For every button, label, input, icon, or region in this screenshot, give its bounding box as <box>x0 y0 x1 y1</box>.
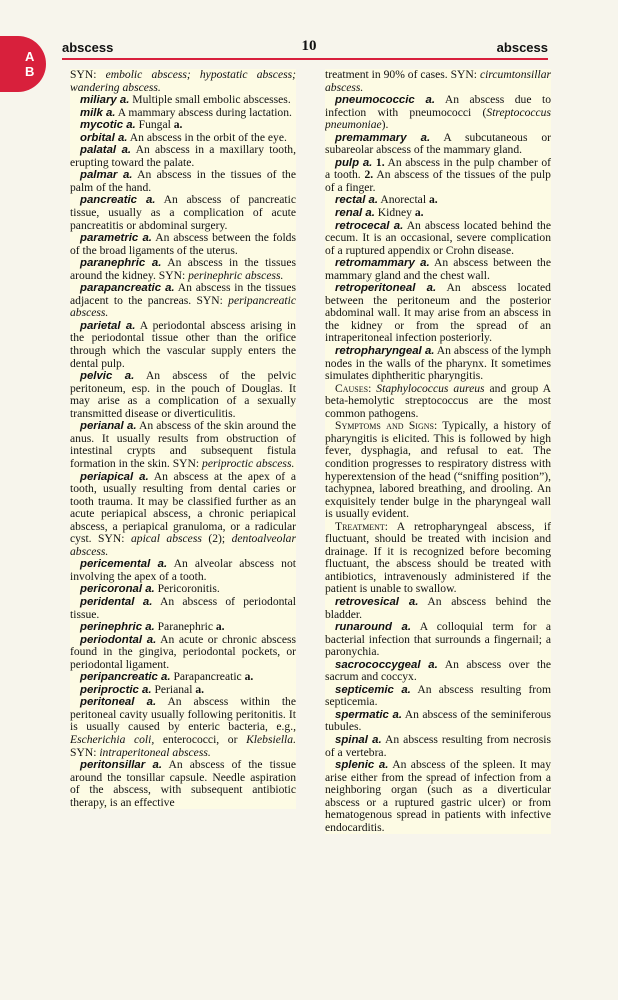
entry-term: parietal a. <box>80 319 136 332</box>
dictionary-entry <box>325 257 551 282</box>
entry-definition: An abscess over the sacrum and coccyx. <box>325 657 551 684</box>
entry-definition: An abscess in the tissues of the palm of the hand. <box>70 168 296 194</box>
entry-term: mycotic a. <box>80 119 136 132</box>
entry-definition: An abscess between the mammary gland and the chest wall. <box>325 256 551 282</box>
entry-term: parapancreatic a. <box>80 282 175 295</box>
dictionary-entry <box>325 684 551 709</box>
dictionary-entry <box>70 558 296 583</box>
entry-definition: Anorectal a. <box>380 193 438 207</box>
dictionary-entry <box>325 132 551 157</box>
entry-term: periapical a. <box>80 470 149 483</box>
entry-term: milk a. <box>80 106 116 119</box>
entry-term: orbital a. <box>80 131 128 144</box>
entry-definition: An abscess between the folds of the broad ligaments of the uterus. <box>70 231 296 257</box>
entry-term: peripancreatic a. <box>80 671 171 684</box>
entry-definition: An abscess due to infection with pneumococci (Streptococcus pneumoniae). <box>325 93 551 132</box>
entry-definition: An abscess of the seminiferous tubules. <box>325 707 551 734</box>
entry-definition: Pericoronitis. <box>157 582 220 596</box>
dictionary-entry <box>70 194 296 232</box>
entry-definition: A periodontal abscess arising in the periodontal tissue other than the orifice through which the vascular supply enters the dental pulp. <box>70 318 296 370</box>
entry-term: renal a. <box>335 207 375 220</box>
page-number: 10 <box>301 38 317 54</box>
entry-definition: An abscess within the peritoneal cavity usually following peritonitis. It is usually caused by enteric bacteria, e.g., Escherichia coli, enterococci, or Klebsiella. SYN: intraperitoneal abscess. <box>70 695 296 759</box>
entry-term: peritonsillar a. <box>80 759 163 772</box>
entry-term: periproctic a. <box>80 683 152 696</box>
entry-term: perinephric a. <box>80 621 155 634</box>
entry-definition: An abscess of pancreatic tissue, usually as a complication of acute pancreatitis or abdominal surgery. <box>70 193 296 232</box>
entry-term: spinal a. <box>335 733 382 746</box>
entry-definition: 1. An abscess in the pulp chamber of a tooth. 2. An abscess of the tissues of the pulp of a finger. <box>325 155 551 194</box>
entry-definition: An abscess of the spleen. It may arise either from the spread of infection from a neighboring organ (such as a diverticular abscess or a ruptured gastric ulcer) or from hematogenous spread in patients with infective endocarditis. <box>325 758 551 834</box>
dictionary-entry <box>325 94 551 132</box>
right-column <box>325 69 551 980</box>
entry-definition: A subcutaneous or subareolar abscess of the mammary gland. <box>325 130 551 157</box>
entry-paragraph <box>325 69 551 94</box>
entry-term: peridental a. <box>80 595 153 608</box>
entry-term: splenic a. <box>335 759 389 772</box>
entry-term: premammary a. <box>335 131 431 144</box>
entry-definition: An abscess of periodontal tissue. <box>70 594 296 621</box>
dictionary-entry <box>325 345 551 383</box>
entry-definition: Fungal a. <box>138 118 183 132</box>
entry-definition: SYN: embolic abscess; hypostatic abscess; wandering abscess. <box>70 69 296 94</box>
entry-definition: An abscess of the lymph nodes in the walls of the pharynx. It sometimes simulates diphtheritic pharyngitis. <box>325 344 551 383</box>
entry-paragraph <box>325 420 551 520</box>
dictionary-entry <box>325 734 551 759</box>
entry-term: retroperitoneal a. <box>335 282 437 295</box>
thumb-index-letter-a: A <box>25 49 35 64</box>
thumb-index-letter-b: B <box>25 64 35 79</box>
entry-definition: Kidney a. <box>377 206 424 220</box>
dictionary-entry <box>325 621 551 659</box>
entry-definition: Treatment: A retropharyngeal abscess, if fluctuant, should be treated with incision and drainage. If it is recognized before becoming fluctuant, the abscess should be treated with antibiotics, intravenously administered if the patient is unable to swallow. <box>325 519 551 596</box>
entry-term: miliary a. <box>80 94 130 107</box>
entry-term: peritoneal a. <box>80 696 157 709</box>
entry-term: palmar a. <box>80 169 133 182</box>
entry-definition: An abscess in the tissues adjacent to the pancreas. SYN: peripancreatic abscess. <box>70 281 296 320</box>
entry-definition: An abscess located between the peritoneum and the posterior abdominal wall. It may arise from an abscess in the kidney or from the spread of an intraperitoneal infection posteriorly. <box>325 281 551 345</box>
entry-definition: Paranephric a. <box>157 620 225 634</box>
entry-term: palatal a. <box>80 144 132 157</box>
entry-term: spermatic a. <box>335 708 402 721</box>
entry-term: pericoronal a. <box>80 583 155 596</box>
dictionary-entry <box>325 659 551 684</box>
dictionary-entry <box>70 696 296 759</box>
dictionary-entry <box>70 107 296 120</box>
dictionary-entry <box>70 169 296 194</box>
dictionary-entry <box>70 596 296 621</box>
guide-word-left: abscess <box>62 40 114 55</box>
entry-definition: Perianal a. <box>154 682 205 696</box>
entry-definition: An abscess resulting from septicemia. <box>325 682 551 709</box>
entry-definition: Parapancreatic a. <box>173 670 254 684</box>
dictionary-entry <box>325 282 551 345</box>
header-rule <box>62 58 548 60</box>
dictionary-entry <box>70 144 296 169</box>
entry-term: retrocecal a. <box>335 219 404 232</box>
entry-definition: An abscess in a maxillary tooth, erupting toward the palate. <box>70 143 296 169</box>
dictionary-entry <box>70 257 296 282</box>
left-column <box>70 69 296 980</box>
entry-term: pulp a. <box>335 156 373 169</box>
dictionary-entry <box>70 471 296 559</box>
entry-definition: An abscess at the apex of a tooth, usually resulting from dental caries or tooth trauma. It may be classified further as an acute periapical abscess, a chronic periapical abscess, a periapical granuloma, or a radicular cyst. SYN: apical abscess (2); dentoalveolar abscess. <box>70 469 296 558</box>
entry-term: pancreatic a. <box>80 194 156 207</box>
entry-term: septicemic a. <box>335 683 411 696</box>
entry-definition: An abscess in the tissues around the kidney. SYN: perinephric abscess. <box>70 256 296 282</box>
entry-term: periodontal a. <box>80 633 157 646</box>
entry-paragraph <box>325 521 551 596</box>
dictionary-entry <box>70 420 296 470</box>
entry-term: pericemental a. <box>80 558 168 571</box>
entry-definition: An abscess resulting from necrosis of a vertebra. <box>325 732 551 759</box>
dictionary-entry <box>70 282 296 320</box>
entry-definition: An abscess located behind the cecum. It is an occasional, severe complication of a ruptured appendix or Crohn disease. <box>325 218 551 257</box>
entry-term: pneumococcic a. <box>335 94 436 107</box>
dictionary-entry <box>70 370 296 420</box>
dictionary-entry <box>70 320 296 370</box>
entry-definition: A mammary abscess during lactation. <box>117 105 292 119</box>
entry-term: retromammary a. <box>335 257 430 270</box>
entry-definition: Causes: Staphylococcus aureus and group A beta-hemolytic streptococcus are the most common pathogens. <box>325 381 551 420</box>
entry-definition: An abscess of the tissue around the tonsillar capsule. Needle aspiration of the abscess, with subsequent antibiotic therapy, is an effective <box>70 758 296 809</box>
entry-definition: Symptoms and Signs: Typically, a history of pharyngitis is elicited. This is followed by high fever, dysphagia, and refusal to eat. The condition progresses to respiratory distress with hyperextension of the head (“sniffing position”), tachypnea, labored breathing, and drooling. An exquisitely tender bulge in the pharyngeal wall is usually evident. <box>325 419 551 521</box>
entry-term: retrovesical a. <box>335 595 419 608</box>
entry-definition: An abscess in the orbit of the eye. <box>129 130 287 144</box>
dictionary-entry <box>325 220 551 258</box>
guide-word-right: abscess <box>496 40 548 55</box>
entry-term: parametric a. <box>80 232 152 245</box>
entry-definition: Multiple small embolic abscesses. <box>132 93 291 107</box>
dictionary-entry <box>325 596 551 621</box>
entry-definition: A colloquial term for a bacterial infection that surrounds a fingernail; a paronychia. <box>325 620 551 659</box>
entry-term: perianal a. <box>80 420 137 433</box>
entry-definition: An alveolar abscess not involving the apex of a tooth. <box>70 557 296 583</box>
entry-definition: An abscess of the pelvic peritoneum, esp. in the pouch of Douglas. It may arise as a complication of a sexually transmitted disease or diverticulitis. <box>70 369 296 420</box>
entry-definition: An abscess behind the bladder. <box>325 594 551 621</box>
dictionary-entry <box>325 759 551 834</box>
dictionary-entry <box>325 157 551 195</box>
dictionary-entry <box>325 194 551 207</box>
entry-term: rectal a. <box>335 194 379 207</box>
dictionary-entry <box>70 634 296 672</box>
entry-definition: An abscess of the skin around the anus. It usually results from obstruction of intestinal crypts and subsequent fistula formation in the skin. SYN: periproctic abscess. <box>70 419 296 470</box>
entry-term: paranephric a. <box>80 257 162 270</box>
entry-term: runaround a. <box>335 621 412 634</box>
entry-term: pelvic a. <box>80 370 135 383</box>
entry-paragraph <box>70 69 296 94</box>
entry-definition: treatment in 90% of cases. SYN: circumtonsillar abscess. <box>325 69 551 94</box>
entry-term: retropharyngeal a. <box>335 345 435 358</box>
dictionary-entry <box>70 232 296 257</box>
dictionary-entry <box>70 759 296 809</box>
dictionary-entry <box>325 709 551 734</box>
entry-paragraph <box>325 383 551 421</box>
entry-definition: An acute or chronic abscess found in the gingiva, periodontal pockets, or periodontal ligament. <box>70 632 296 671</box>
entry-term: sacrococcygeal a. <box>335 658 438 671</box>
